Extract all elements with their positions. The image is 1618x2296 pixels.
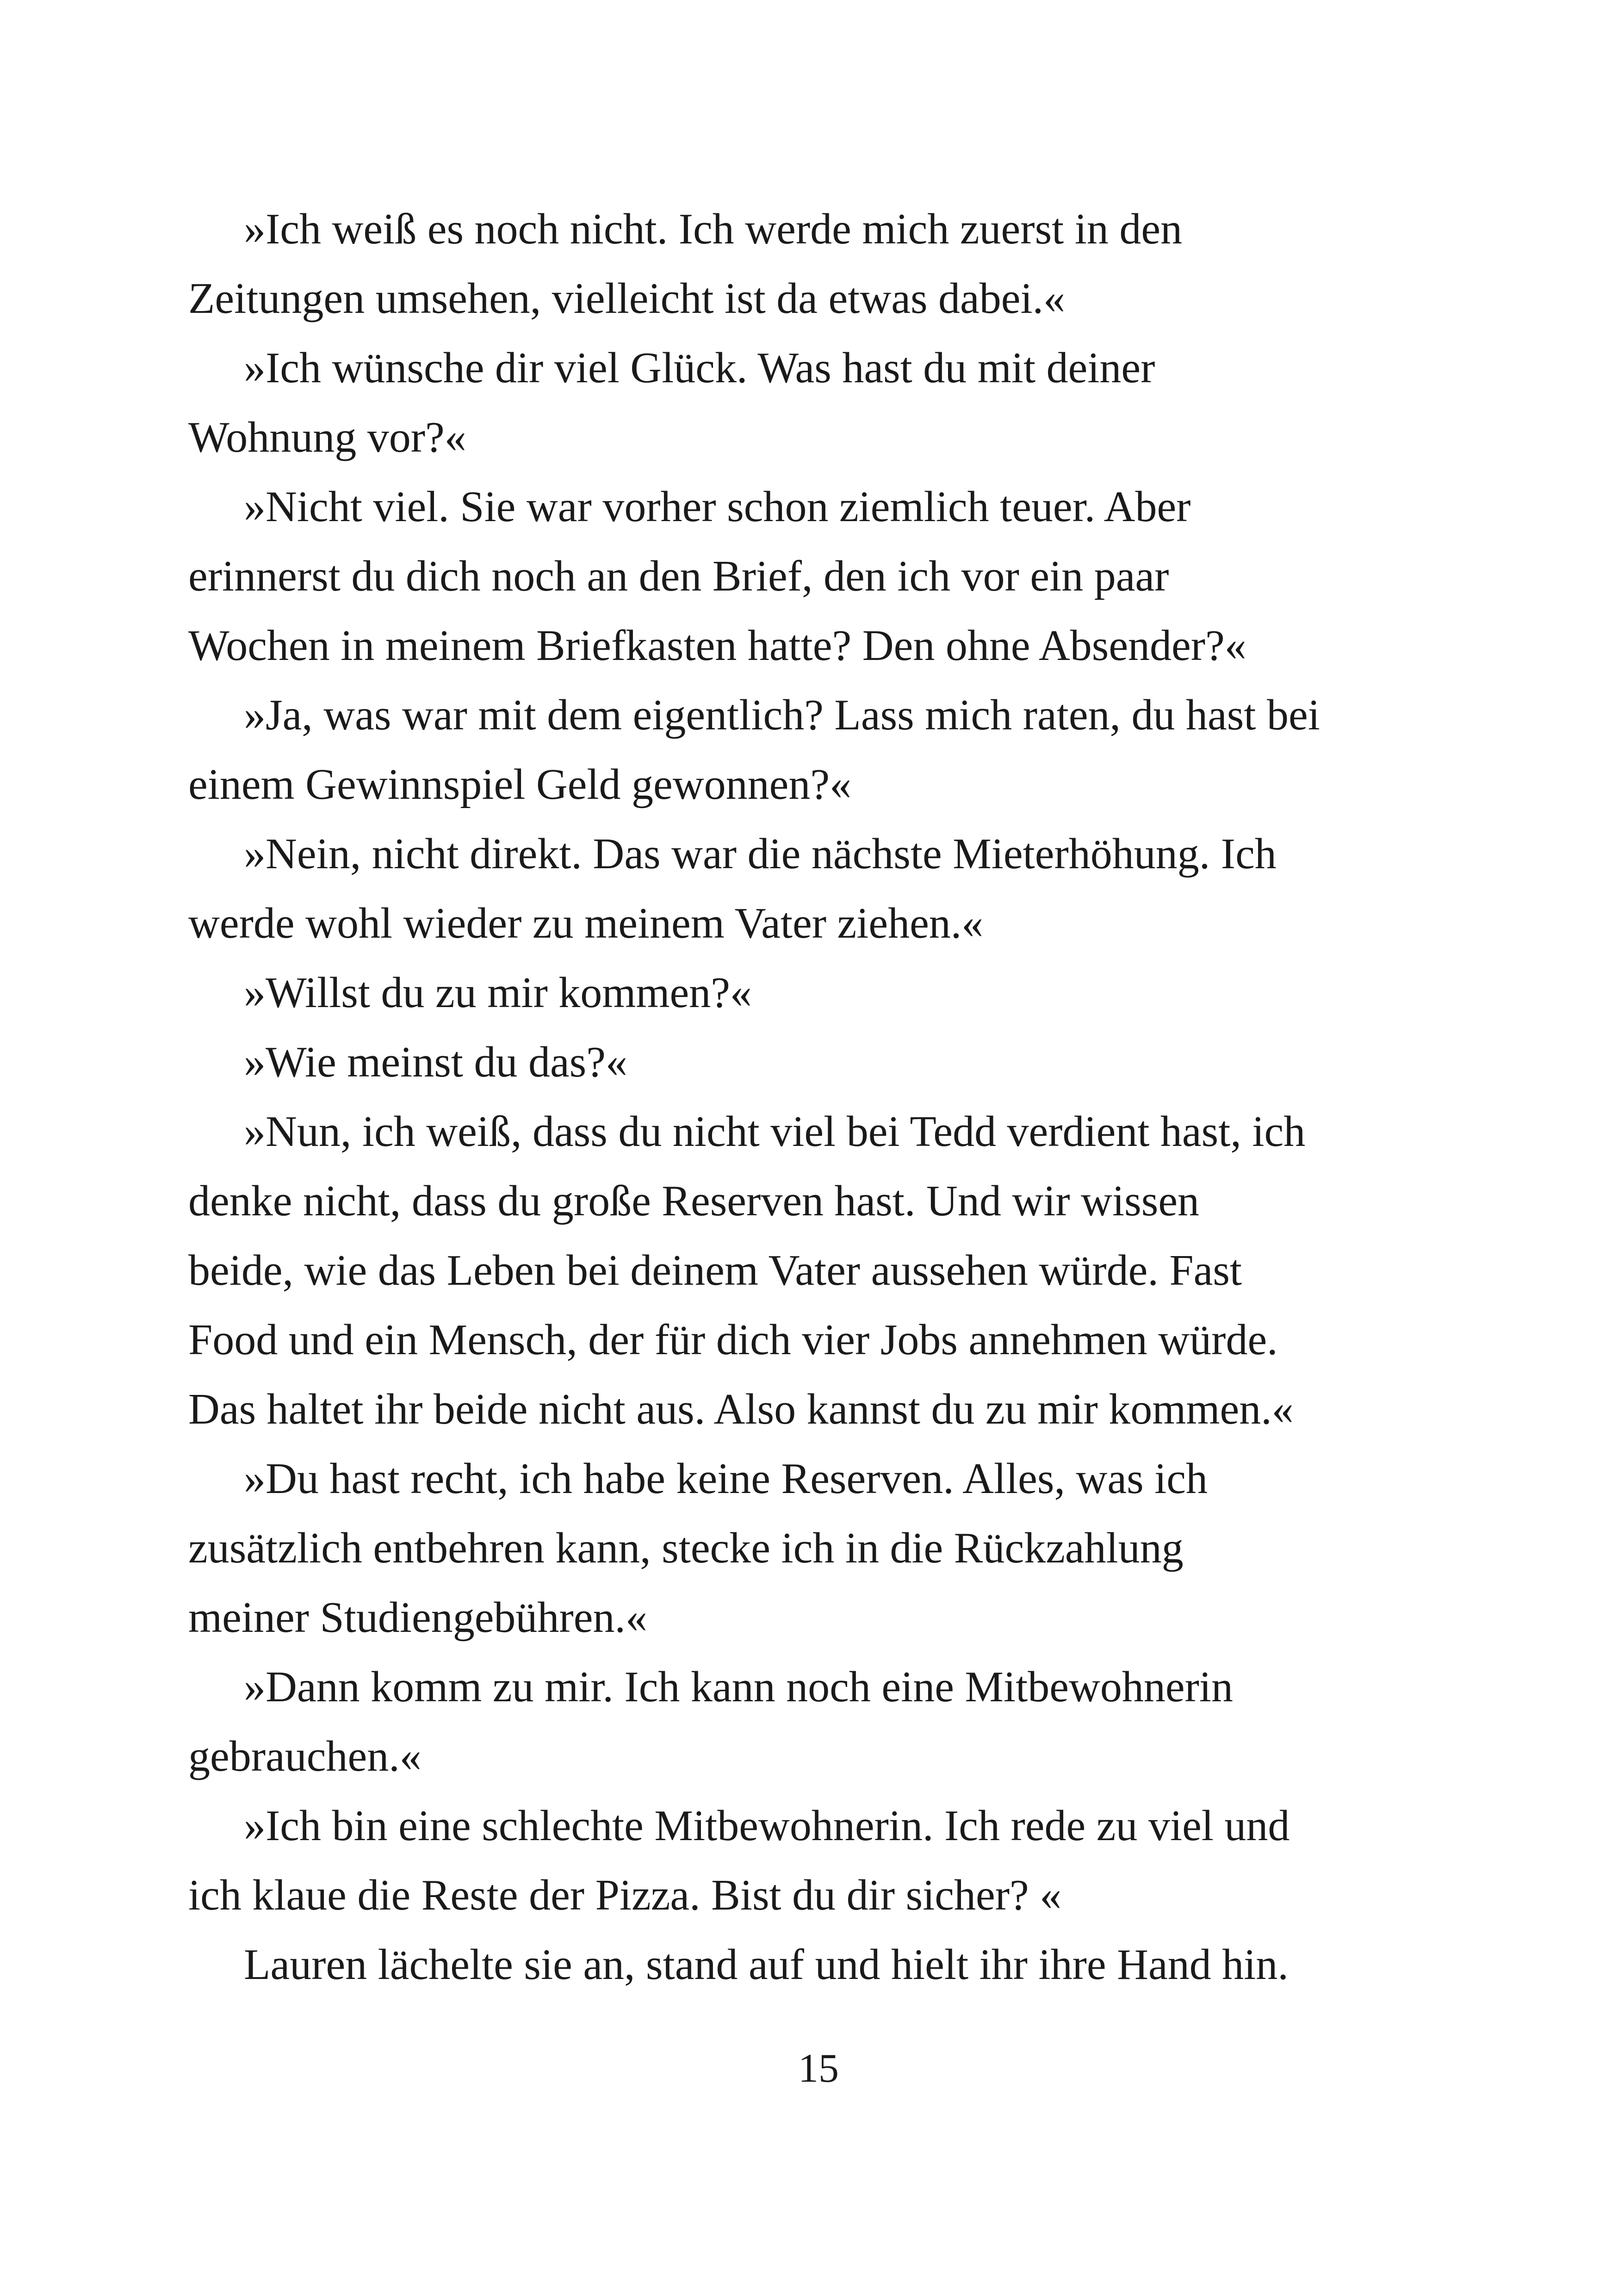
text-line: »Dann komm zu mir. Ich kann noch eine Mitbewohnerin bbox=[244, 1663, 1233, 1711]
text-line: ich klaue die Reste der Pizza. Bist du dir sicher? « bbox=[188, 1871, 1062, 1919]
text-line: Wochen in meinem Briefkasten hatte? Den ohne Absender?« bbox=[188, 622, 1246, 670]
page-text bbox=[188, 194, 1493, 1999]
text-line: beide, wie das Leben bei deinem Vater aussehen würde. Fast bbox=[188, 1246, 1242, 1294]
text-line: »Du hast recht, ich habe keine Reserven. Alles, was ich bbox=[244, 1455, 1208, 1503]
text-line: »Ich weiß es noch nicht. Ich werde mich zuerst in den bbox=[244, 205, 1183, 253]
text-line: Food und ein Mensch, der für dich vier Jobs annehmen würde. bbox=[188, 1316, 1278, 1364]
text-line: »Nicht viel. Sie war vorher schon ziemlich teuer. Aber bbox=[244, 483, 1191, 531]
text-line: »Nein, nicht direkt. Das war die nächste Mieterhöhung. Ich bbox=[244, 830, 1277, 878]
page-number: 15 bbox=[798, 2046, 839, 2091]
text-line: Wohnung vor?« bbox=[188, 413, 466, 461]
text-line: werde wohl wieder zu meinem Vater ziehen.« bbox=[188, 899, 984, 947]
text-line: zusätzlich entbehren kann, stecke ich in die Rückzahlung bbox=[188, 1524, 1184, 1572]
text-line: »Willst du zu mir kommen?« bbox=[244, 969, 752, 1017]
text-line: »Ich wünsche dir viel Glück. Was hast du mit deiner bbox=[244, 344, 1155, 392]
text-line: »Wie meinst du das?« bbox=[244, 1038, 627, 1086]
text-line: »Nun, ich weiß, dass du nicht viel bei Tedd verdient hast, ich bbox=[244, 1108, 1306, 1156]
text-line: Zeitungen umsehen, vielleicht ist da etwas dabei.« bbox=[188, 274, 1066, 323]
text-line: Das haltet ihr beide nicht aus. Also kannst du zu mir kommen.« bbox=[188, 1385, 1294, 1433]
text-line: Lauren lächelte sie an, stand auf und hielt ihr ihre Hand hin. bbox=[244, 1941, 1289, 1989]
text-line: »Ich bin eine schlechte Mitbewohnerin. Ich rede zu viel und bbox=[244, 1802, 1290, 1850]
text-line: einem Gewinnspiel Geld gewonnen?« bbox=[188, 760, 852, 809]
text-line: erinnerst du dich noch an den Brief, den ich vor ein paar bbox=[188, 552, 1169, 600]
text-line: meiner Studiengebühren.« bbox=[188, 1593, 647, 1642]
text-line: gebrauchen.« bbox=[188, 1732, 422, 1780]
text-line: »Ja, was war mit dem eigentlich? Lass mich raten, du hast bei bbox=[244, 691, 1320, 739]
text-line: denke nicht, dass du große Reserven hast. Und wir wissen bbox=[188, 1177, 1200, 1225]
